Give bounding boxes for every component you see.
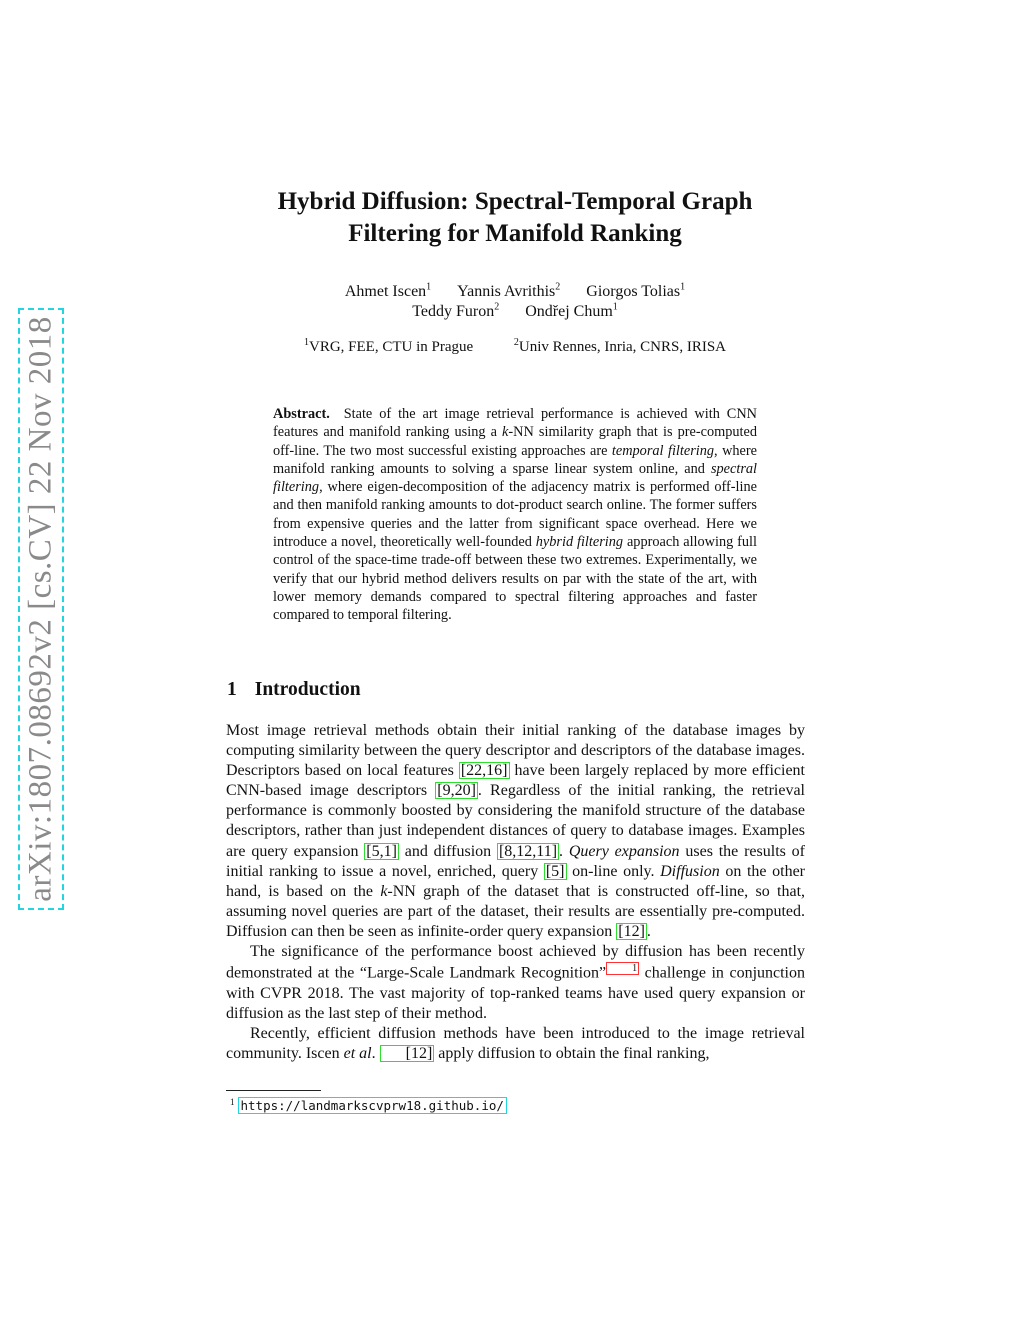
title-line-1: Hybrid Diffusion: Spectral-Temporal Graph	[277, 188, 753, 215]
paper-title	[200, 186, 830, 250]
author: Ahmet Iscen$^1$	[344, 281, 432, 300]
footnote: $^1$ https://landmarkscvprw18.github.io/	[230, 1097, 507, 1114]
citation-link[interactable]: [5]	[545, 862, 565, 880]
affiliation: $^2$Univ Rennes, Inria, CNRS, IRISA	[513, 337, 726, 355]
title-line-2: Filtering for Manifold Ranking	[348, 220, 682, 247]
abstract-label: Abstract.	[273, 406, 330, 422]
arxiv-identifier-stamp[interactable]	[18, 308, 64, 910]
authors-row-2	[200, 303, 830, 321]
citation-link[interactable]: [8,12,11]	[498, 842, 558, 860]
footnote-rule	[226, 1090, 321, 1091]
affiliations	[200, 339, 830, 356]
citation-link[interactable]: [22,16]	[460, 762, 508, 780]
author: Teddy Furon$^2$	[412, 301, 500, 320]
paragraph: Recently, efficient diffusion methods have been introduced to the image retrieval community. Iscen et al. [12] apply diffusion to obtain the final ranking,	[226, 1024, 805, 1062]
citation-link[interactable]: [12]	[618, 922, 645, 940]
author: Yannis Avrithis$^2$	[457, 281, 561, 300]
authors-row-1	[200, 283, 830, 301]
author: Ondřej Chum$^1$	[525, 301, 618, 320]
affiliation: $^1$VRG, FEE, CTU in Prague	[304, 337, 474, 355]
footnote-link[interactable]: 1	[606, 962, 639, 975]
author: Giorgos Tolias$^1$	[586, 281, 686, 300]
arxiv-identifier[interactable]: arXiv:1807.08692v2 [cs.CV] 22 Nov 2018	[22, 316, 59, 902]
citation-link[interactable]: [9,20]	[437, 782, 476, 800]
paragraph: Most image retrieval methods obtain their initial ranking of the database images by computing similarity between the query descriptor and descriptors of the database images. Descriptors based on local features [22,16] have been largely replaced by more efficient CNN-based image descriptors [9,20] . Regardless of the initial ranking, the retrieval performance is commonly boosted by considering the manifold structure of the database descriptors, rather than just independent distances of query to database images. Examples are query expansion [5,1] and diffusion [8,12,11] . Query expansion uses the results of initial ranking to issue a novel, enriched, query [5] on-line only. Diffusion on the other hand, is based on the k-NN graph of the dataset that is constructed off-line, so that, assuming novel queries are part of the dataset, their results are essentially pre-computed. Diffusion can then be seen as infinite-order query expansion [12] .	[226, 722, 806, 940]
citation-link[interactable]: [5,1]	[366, 842, 397, 860]
abstract: Abstract. State of the art image retrieval performance is achieved with CNN features and manifold ranking using a k-NN similarity graph that is pre-computed off-line. The two most successful existing approaches are temporal filtering, where manifold ranking amounts to solving a sparse linear system online, and spectral filtering, where eigen-decomposition of the adjacency matrix is performed off-line and then manifold ranking amounts to dot-product search online. The former suffers from expensive queries and the latter from significant space overhead. Here we introduce a novel, theoretically well-founded hybrid filtering approach allowing full control of the space-time trade-off between these two extremes. Experimentally, we verify that our hybrid method delivers results on par with the state of the art, with lower memory demands compared to spectral filtering approaches and faster compared to temporal filtering.	[273, 406, 758, 624]
citation-link[interactable]: [12]	[380, 1045, 435, 1062]
body-text	[226, 721, 805, 1064]
footnote-url-link[interactable]: https://landmarkscvprw18.github.io/	[238, 1097, 507, 1114]
section-heading: 1 Introduction	[227, 679, 361, 700]
paragraph: The significance of the performance boost achieved by diffusion has been recently demonstrated at the “Large-Scale Landmark Recognition” 1 challenge in conjunction with CVPR 2018. The vast majority of top-ranked teams have used query expansion or diffusion as the last step of their method.	[226, 943, 806, 1022]
